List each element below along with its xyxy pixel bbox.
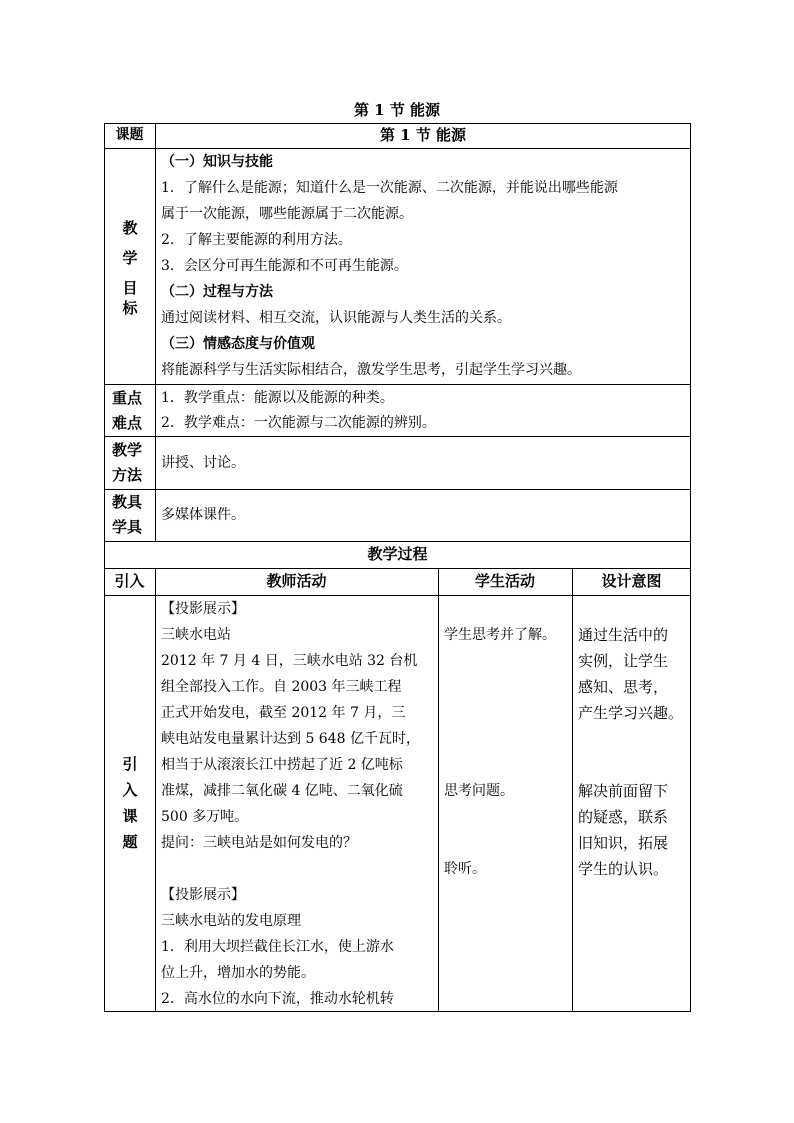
teacher-line: 组全部投入工作。自 2003 年三峡工程 [161, 679, 402, 695]
intent-line: 旧知识，拓展 [578, 834, 669, 852]
process-header: 教师活动 [266, 572, 327, 590]
section-heading: （二）过程与方法 [161, 284, 273, 300]
objective-line: 1．了解什么是能源；知道什么是一次能源、二次能源，并能说出哪些能源 [161, 180, 618, 196]
process-title: 教学过程 [367, 545, 428, 563]
process-header: 学生活动 [474, 572, 535, 590]
tools-label: 教具 [112, 493, 143, 511]
teacher-line: 2．高水位的水向下流，推动水轮机转 [161, 991, 394, 1007]
teacher-line: 准煤，减排二氧化碳 4 亿吨、二氧化硫 [161, 783, 403, 799]
objective-line: 通过阅读材料、相互交流，认识能源与人类生活的关系。 [161, 310, 511, 326]
key-points-label: 重点 [112, 389, 143, 407]
student-item: 学生思考并了解。 [444, 627, 556, 643]
document-title: 第 1 节 能源 [353, 101, 441, 119]
section-heading: （三）情感态度与价值观 [161, 336, 315, 352]
teacher-line: 提问：三峡电站是如何发电的？ [161, 835, 357, 851]
teacher-line: 【投影展示】 [161, 601, 245, 617]
objective-line: 2．了解主要能源的利用方法。 [161, 232, 352, 248]
objectives-label-char: 学 [122, 249, 138, 267]
intent-line: 解决前面留下 [578, 782, 669, 800]
teacher-line: 位上升，增加水的势能。 [161, 965, 315, 981]
topic-value: 第 1 节 能源 [379, 126, 467, 144]
tools-value: 多媒体课件。 [161, 507, 245, 523]
teacher-line: 1．利用大坝拦截住长江水，使上游水 [161, 939, 394, 955]
objectives-label-char: 教 [122, 219, 138, 237]
student-item: 聆听。 [444, 861, 486, 877]
teacher-line: 相当于从滚滚长江中捞起了近 2 亿吨标 [161, 757, 403, 773]
student-item: 思考问题。 [444, 783, 514, 799]
methods-value: 讲授、讨论。 [161, 455, 245, 471]
objective-line: 属于一次能源，哪些能源属于二次能源。 [161, 206, 413, 222]
intent-line: 产生学习兴趣。 [578, 704, 684, 722]
intent-line: 学生的认识。 [578, 860, 669, 878]
intent-line: 感知、思考， [578, 678, 669, 696]
teacher-line: 500 多万吨。 [161, 809, 249, 825]
teacher-line: 峡电站发电量累计达到 5 648 亿千瓦时， [161, 731, 420, 747]
topic-label: 课题 [115, 127, 144, 143]
objective-line: 将能源科学与生活实际相结合，激发学生思考，引起学生学习兴趣。 [161, 362, 581, 378]
key-points-label: 难点 [112, 414, 143, 432]
intent-line: 的疑惑，联系 [578, 808, 669, 826]
teacher-line: 三峡水电站 [161, 627, 231, 643]
intent-line: 实例，让学生 [578, 652, 669, 670]
key-point-line: 2．教学难点：一次能源与二次能源的辨别。 [161, 415, 436, 431]
process-header: 引入 [114, 572, 145, 590]
key-point-line: 1．教学重点：能源以及能源的种类。 [161, 390, 394, 406]
teacher-line: 三峡水电站的发电原理 [161, 913, 301, 929]
methods-label: 教学 [112, 441, 143, 459]
teacher-line: 正式开始发电，截至 2012 年 7 月，三 [161, 705, 406, 721]
teacher-line: 【投影展示】 [161, 887, 245, 903]
objectives-label-char: 目 [122, 279, 138, 297]
teacher-line: 2012 年 7 月 4 日，三峡水电站 32 台机 [161, 653, 418, 669]
intent-line: 通过生活中的 [578, 626, 669, 644]
process-header: 设计意图 [601, 572, 662, 590]
stage-label-char: 课 [122, 807, 138, 825]
objectives-label-char: 标 [122, 299, 138, 317]
stage-label-char: 题 [122, 833, 138, 851]
stage-label-char: 引 [122, 755, 138, 773]
objective-line: 3．会区分可再生能源和不可再生能源。 [161, 258, 408, 274]
stage-label-char: 入 [122, 781, 138, 799]
methods-label: 方法 [112, 466, 143, 484]
tools-label: 学具 [112, 518, 143, 536]
section-heading: （一）知识与技能 [161, 154, 273, 170]
